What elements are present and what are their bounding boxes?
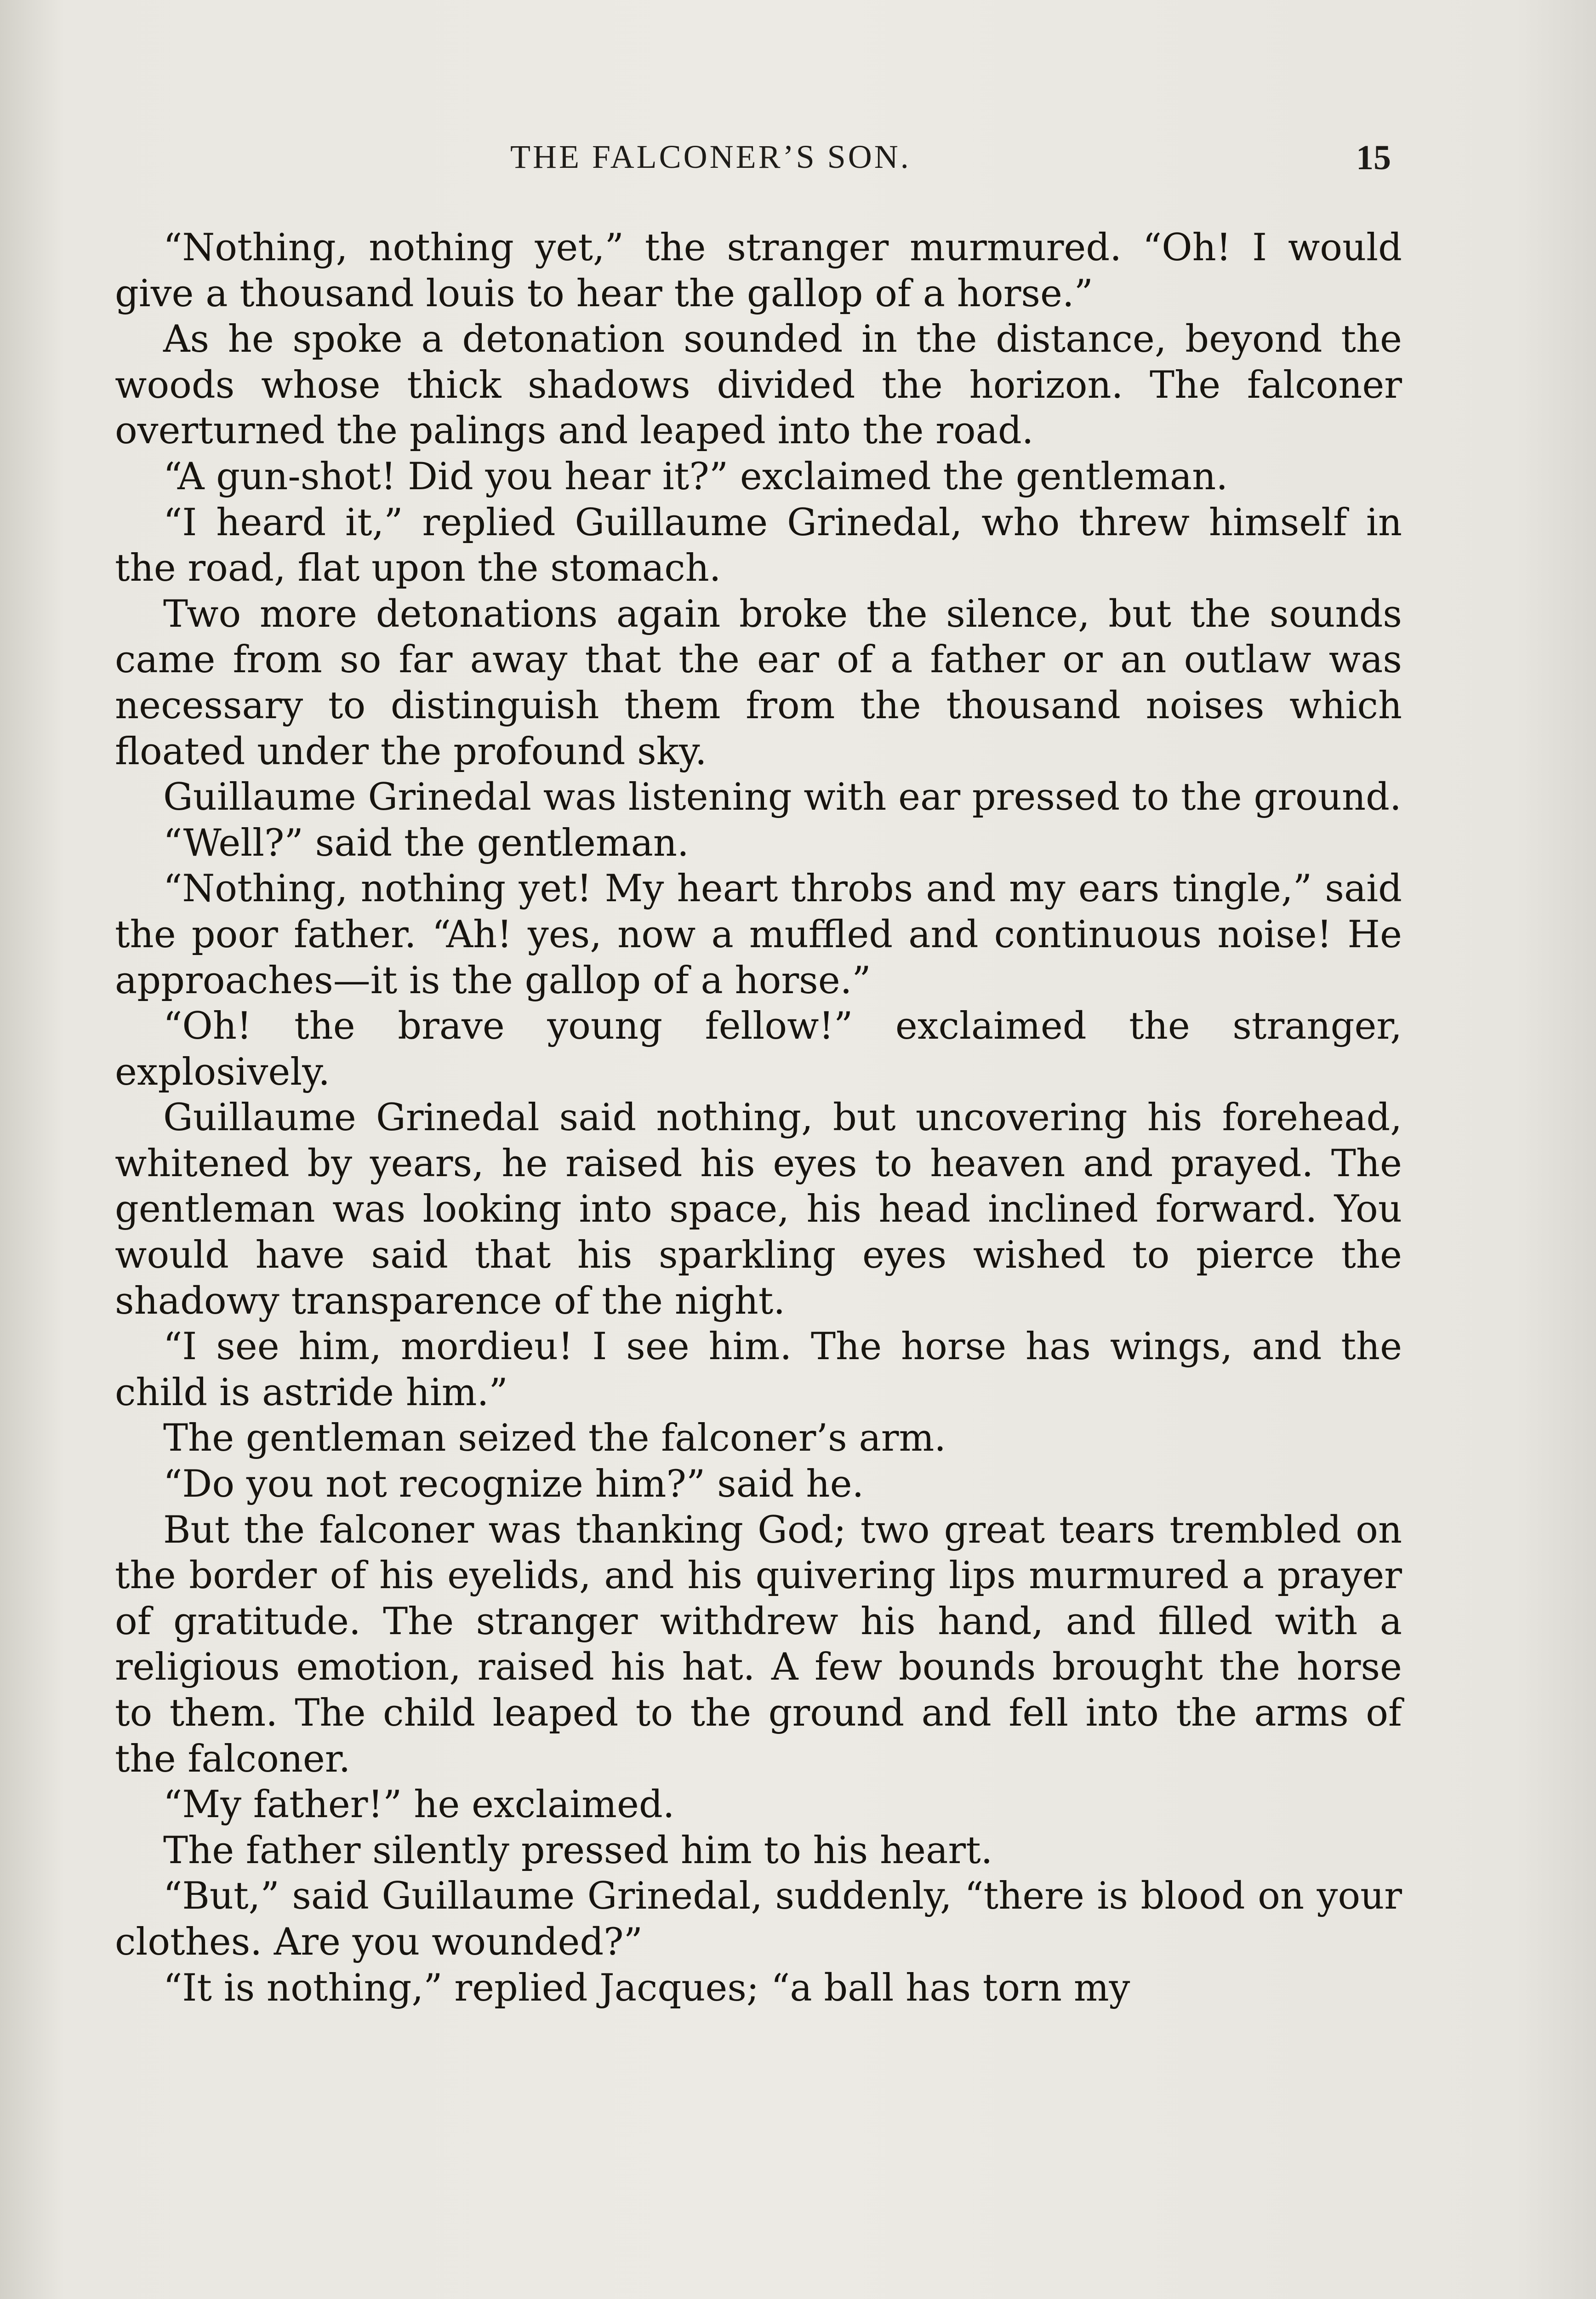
paragraph: “Do you not recognize him?” said he. xyxy=(163,1463,864,1506)
page-number: 15 xyxy=(1356,138,1391,177)
paragraph: “Nothing, nothing yet,” the stranger murmured. “Oh! I would give a thousand louis to hear the gallop of a horse.” xyxy=(115,226,1402,315)
paragraph: As he spoke a detonation sounded in the distance, beyond the woods whose thick shadows divided the horizon. The falconer overturned the palings and leaped into the road. xyxy=(115,318,1402,453)
paragraph: “A gun-shot! Did you hear it?” exclaimed the gentleman. xyxy=(163,455,1228,498)
running-title: THE FALCONER’S SON. xyxy=(510,138,911,175)
paragraph: But the falconer was thanking God; two great tears trembled on the border of his eyelids, and his quivering lips murmured a prayer of gratitude. The stranger withdrew his hand, and filled with a religious emotion, raised his hat. A few bounds brought the horse to them. The child leaped to the ground and fell into the arms of the falconer. xyxy=(115,1508,1402,1781)
paragraph: Two more detonations again broke the silence, but the sounds came from so far away that the ear of a father or an outlaw was necessary to distinguish them from the thousand noises which floated under the profound sky. xyxy=(115,592,1402,773)
paragraph: “Nothing, nothing yet! My heart throbs and my ears tingle,” said the poor father. “Ah! yes, now a muffled and continuous noise! He approaches—it is the gallop of a horse.” xyxy=(115,867,1402,1002)
paragraph: “Well?” said the gentleman. xyxy=(163,821,689,865)
paragraph: “But,” said Guillaume Grinedal, suddenly, “there is blood on your clothes. Are you wounded?” xyxy=(115,1875,1402,1964)
paragraph: The gentleman seized the falconer’s arm. xyxy=(163,1417,946,1460)
paragraph: Guillaume Grinedal was listening with ear pressed to the ground. xyxy=(163,776,1402,819)
paragraph: The father silently pressed him to his heart. xyxy=(163,1829,993,1872)
paragraph: “It is nothing,” replied Jacques; “a ball has torn my xyxy=(163,1966,1130,2010)
body-text xyxy=(115,225,1402,2011)
paragraph: “Oh! the brave young fellow!” exclaimed the stranger, explosively. xyxy=(115,1005,1402,1094)
paragraph: Guillaume Grinedal said nothing, but uncovering his forehead, whitened by years, he raised his eyes to heaven and prayed. The gentleman was looking into space, his head inclined forward. You would have said that his sparkling eyes wished to pierce the shadowy transparence of the night. xyxy=(115,1096,1402,1323)
paragraph: “My father!” he exclaimed. xyxy=(163,1783,675,1827)
paragraph: “I see him, mordieu! I see him. The horse has wings, and the child is astride him.” xyxy=(115,1325,1402,1414)
paragraph: “I heard it,” replied Guillaume Grinedal, who threw himself in the road, flat upon the stomach. xyxy=(115,501,1402,590)
